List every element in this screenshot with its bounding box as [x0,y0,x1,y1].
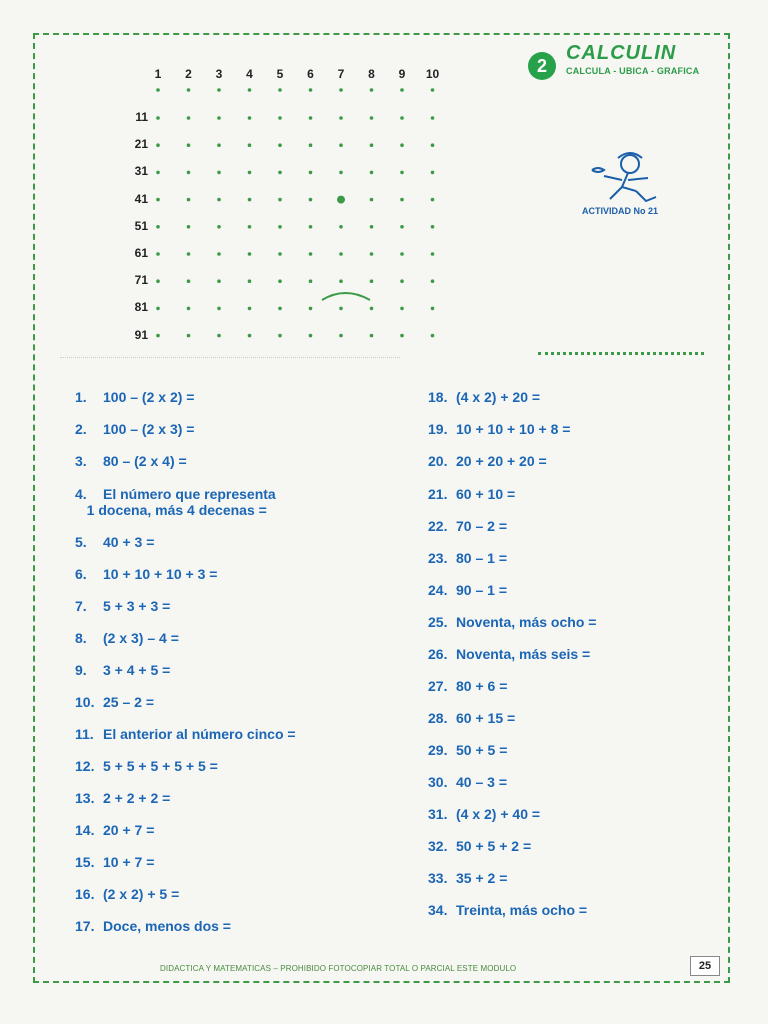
grid-dot[interactable] [248,307,252,311]
exercise-text: 50 + 5 = [456,742,508,758]
grid-dot[interactable] [156,307,160,311]
grid-dot[interactable] [187,88,191,92]
grid-dot[interactable] [339,307,343,311]
dotted-divider [538,352,704,355]
grid-dot[interactable] [370,307,374,311]
exercise-text: Treinta, más ocho = [456,902,588,918]
exercise-text: 20 + 20 + 20 = [456,453,547,469]
grid-dot[interactable] [248,225,252,229]
grid-dot[interactable] [278,116,282,120]
grid-row-label: 51 [134,218,148,233]
exercise-item [75,790,170,806]
grid-dot[interactable] [400,116,404,120]
exercise-text: 2 + 2 + 2 = [103,790,171,806]
grid-dot[interactable] [278,143,282,147]
grid-dot[interactable] [370,171,374,175]
grid-column-label: 2 [185,67,192,81]
exercise-text: 40 – 3 = [456,774,507,790]
grid-dot[interactable] [339,252,343,256]
exercise-item [75,630,179,646]
exercise-number: 18. [428,389,448,405]
exercise-number: 19. [428,421,448,437]
grid-dot[interactable] [248,198,252,202]
grid-dot[interactable] [156,252,160,256]
grid-column-label: 6 [307,67,314,81]
grid-dot[interactable] [248,279,252,283]
grid-dot[interactable] [400,225,404,229]
exercise-text: 100 – (2 x 3) = [103,421,195,437]
grid-dot[interactable] [309,225,313,229]
grid-dot[interactable] [400,171,404,175]
grid-dot[interactable] [278,307,282,311]
exercise-text: 25 – 2 = [103,694,154,710]
exercise-item [428,806,540,822]
grid-dot[interactable] [187,279,191,283]
exercise-number: 30. [428,774,448,790]
exercise-item [75,389,194,405]
exercise-number: 12. [75,758,95,774]
grid-dot[interactable] [187,116,191,120]
exercise-text: 10 + 10 + 10 + 3 = [103,566,218,582]
exercise-number: 24. [428,582,448,598]
grid-dot[interactable] [248,116,252,120]
grid-dot[interactable] [370,116,374,120]
grid-dot[interactable] [370,279,374,283]
exercise-item [428,550,507,566]
exercise-number: 4. [75,486,87,502]
exercise-number: 34. [428,902,448,918]
grid-dot[interactable] [278,279,282,283]
exercise-number: 11. [75,726,94,742]
grid-dot[interactable] [431,88,435,92]
grid-dot[interactable] [339,334,343,338]
exercise-item [75,566,217,582]
exercise-text: 10 + 7 = [103,854,155,870]
grid-column-label: 9 [398,67,406,81]
grid-dot[interactable] [217,116,221,120]
exercise-number: 7. [75,598,87,614]
grid-dot[interactable] [156,171,160,175]
grid-dot[interactable] [431,334,435,338]
grid-row-label: 71 [134,273,148,288]
grid-row-label: 21 [134,137,148,152]
grid-dot[interactable] [370,198,374,202]
exercise-number: 17. [75,918,95,934]
grid-dot[interactable] [400,279,404,283]
exercise-number: 29. [428,742,448,758]
grid-dot[interactable] [309,279,313,283]
exercise-number: 10. [75,694,95,710]
exercise-item [75,726,296,742]
exercise-item [428,838,531,854]
exercise-number: 23. [428,550,448,566]
exercise-text: 50 + 5 + 2 = [456,838,532,854]
exercise-number: 22. [428,518,448,534]
exercise-text: 5 + 5 + 5 + 5 + 5 = [103,758,218,774]
grid-dot[interactable] [248,88,252,92]
exercise-item [428,486,515,502]
grid-column-label: 1 [154,67,162,81]
grid-dot[interactable] [339,171,343,175]
grid-column-label: 10 [425,67,440,81]
exercise-number: 14. [75,822,95,838]
grid-dot[interactable] [400,334,404,338]
exercise-number: 15. [75,854,95,870]
exercise-item [75,694,154,710]
exercise-text: 70 – 2 = [456,518,507,534]
grid-dot[interactable] [278,334,282,338]
grid-dot[interactable] [431,307,435,311]
grid-dot[interactable] [217,307,221,311]
exercise-item [428,646,590,662]
exercise-text: (4 x 2) + 40 = [456,806,541,822]
exercise-text: 80 + 6 = [456,678,508,694]
grid-dot[interactable] [156,88,160,92]
grid-dot[interactable] [217,334,221,338]
grid-dot[interactable] [339,143,343,147]
grid-dot[interactable] [339,116,343,120]
exercise-text: Noventa, más ocho = [456,614,597,630]
exercise-item [428,742,507,758]
grid-dot[interactable] [156,143,160,147]
exercise-item [428,453,547,469]
grid-dot[interactable] [370,225,374,229]
exercise-item [428,421,570,437]
exercise-text: 40 + 3 = [103,534,155,550]
grid-dot[interactable] [431,252,435,256]
grid-row-label: 81 [134,300,148,315]
grid-dot[interactable] [248,334,252,338]
grid-dot[interactable] [156,334,160,338]
exercise-item [75,918,231,934]
exercise-number: 20. [428,453,448,469]
exercise-text: Doce, menos dos = [103,918,231,934]
grid-dot[interactable] [370,143,374,147]
exercise-number: 28. [428,710,448,726]
exercise-item [428,774,507,790]
exercise-number: 5. [75,534,87,550]
exercise-text: (4 x 2) + 20 = [456,389,541,405]
grid-dot[interactable] [431,143,435,147]
grid-dot[interactable] [309,307,313,311]
grid-row-label: 41 [134,191,148,206]
exercise-item [75,662,170,678]
grid-dot[interactable] [187,143,191,147]
grid-dot[interactable] [431,279,435,283]
exercise-item [428,870,507,886]
grid-dot[interactable] [217,88,221,92]
exercise-number: 21. [428,486,448,502]
exercise-number: 33. [428,870,448,886]
grid-dot[interactable] [156,279,160,283]
exercise-text: El número que representa 1 docena, más 4 decenas = [86,486,276,518]
grid-dot[interactable] [309,198,313,202]
module-badge: 2 [528,52,556,80]
grid-dot[interactable] [217,143,221,147]
exercise-text: (2 x 2) + 5 = [103,886,180,902]
grid-dot[interactable] [370,252,374,256]
exercise-item [75,758,218,774]
exercise-item [75,534,154,550]
grid-row-label: 91 [134,327,148,342]
grid-dot[interactable] [278,88,282,92]
grid-column-label: 4 [246,67,253,81]
grid-row-label: 61 [134,246,148,260]
exercise-number: 2. [75,421,87,437]
grid-dot[interactable] [400,88,404,92]
grid-dot[interactable] [339,225,343,229]
page-number: 25 [690,956,720,976]
grid-dot[interactable] [339,279,343,283]
grid-dot[interactable] [431,171,435,175]
grid-dot[interactable] [309,252,313,256]
exercise-text: 80 – 1 = [456,550,507,566]
exercise-number: 26. [428,646,448,662]
grid-dot[interactable] [278,198,282,202]
grid-dot[interactable] [370,88,374,92]
grid-column-label: 5 [276,67,284,81]
grid-dot[interactable] [217,198,221,202]
exercise-item [428,614,596,630]
exercise-item [428,710,515,726]
grid-column-label: 8 [368,67,375,81]
logo-title: CALCULIN [566,42,677,64]
grid-dot[interactable] [217,171,221,175]
exercise-number: 9. [75,662,87,678]
grid-dot[interactable] [431,116,435,120]
grid-dot[interactable] [187,198,191,202]
grid-dot[interactable] [370,334,374,338]
exercise-text: 5 + 3 + 3 = [103,598,171,614]
dotted-divider-light [60,357,400,358]
grid-dot[interactable] [187,307,191,311]
exercise-number: 6. [75,566,87,582]
exercise-text: 90 – 1 = [456,582,507,598]
grid-column-label: 3 [215,67,223,81]
grid-column-label: 7 [337,67,345,81]
exercise-item [75,486,276,518]
exercise-number: 32. [428,838,448,854]
exercise-text: 100 – (2 x 2) = [103,389,195,405]
exercise-text: El anterior al número cinco = [103,726,296,742]
exercise-item [75,598,170,614]
exercise-text: 60 + 10 = [456,486,516,502]
exercise-item [75,886,179,902]
exercise-number: 13. [75,790,95,806]
grid-dot[interactable] [400,307,404,311]
grid-dot[interactable] [187,225,191,229]
grid-dot[interactable] [278,252,282,256]
grid-dot[interactable] [248,143,252,147]
exercise-text: 20 + 7 = [103,822,155,838]
exercise-number: 3. [75,453,87,469]
grid-dot-highlighted[interactable] [337,196,345,204]
grid-dot[interactable] [278,225,282,229]
grid-dot[interactable] [309,171,313,175]
exercise-number: 31. [428,806,448,822]
grid-row-label: 31 [134,164,148,179]
grid-row-label: 11 [135,110,148,124]
grid-dot[interactable] [187,334,191,338]
grid-dot[interactable] [400,252,404,256]
grid-dot[interactable] [187,171,191,175]
grid-dot[interactable] [431,225,435,229]
grid-dot[interactable] [156,116,160,120]
grid-dot[interactable] [309,334,313,338]
footer-notice: DIDACTICA Y MATEMATICAS – PROHIBIDO FOTOCOPIAR TOTAL O PARCIAL ESTE MODULO [160,964,517,973]
exercise-item [75,822,154,838]
exercise-text: 60 + 15 = [456,710,516,726]
grid-dot[interactable] [309,143,313,147]
exercise-number: 8. [75,630,87,646]
grid-dot[interactable] [309,116,313,120]
exercise-item [428,582,507,598]
grid-dot[interactable] [156,198,160,202]
exercise-text: 3 + 4 + 5 = [103,662,171,678]
exercise-text: Noventa, más seis = [456,646,591,662]
exercise-number: 1. [75,389,87,405]
exercise-item [428,678,507,694]
exercise-item [75,421,194,437]
exercise-text: 35 + 2 = [456,870,508,886]
exercise-text: 80 – (2 x 4) = [103,453,187,469]
grid-dot[interactable] [156,225,160,229]
exercise-text: 10 + 10 + 10 + 8 = [456,421,571,437]
dot-grid [0,0,768,360]
grid-dot[interactable] [217,252,221,256]
exercise-text: (2 x 3) – 4 = [103,630,179,646]
exercise-item [75,854,154,870]
exercise-number: 16. [75,886,95,902]
exercise-item [428,902,587,918]
grid-dot[interactable] [248,252,252,256]
exercise-number: 27. [428,678,448,694]
exercise-item [428,518,507,534]
grid-dot[interactable] [309,88,313,92]
grid-dot[interactable] [339,88,343,92]
exercise-item [75,453,187,469]
grid-dot[interactable] [187,252,191,256]
grid-dot[interactable] [278,171,282,175]
grid-dot[interactable] [431,198,435,202]
grid-dot[interactable] [217,279,221,283]
grid-dot[interactable] [400,198,404,202]
grid-dot[interactable] [400,143,404,147]
grid-dot[interactable] [217,225,221,229]
exercise-number: 25. [428,614,448,630]
exercise-item [428,389,540,405]
drawn-line-segment [322,293,370,300]
activity-number: ACTIVIDAD No 21 [582,206,659,216]
grid-dot[interactable] [248,171,252,175]
logo-subtitle: CALCULA - UBICA - GRAFICA [566,66,700,76]
